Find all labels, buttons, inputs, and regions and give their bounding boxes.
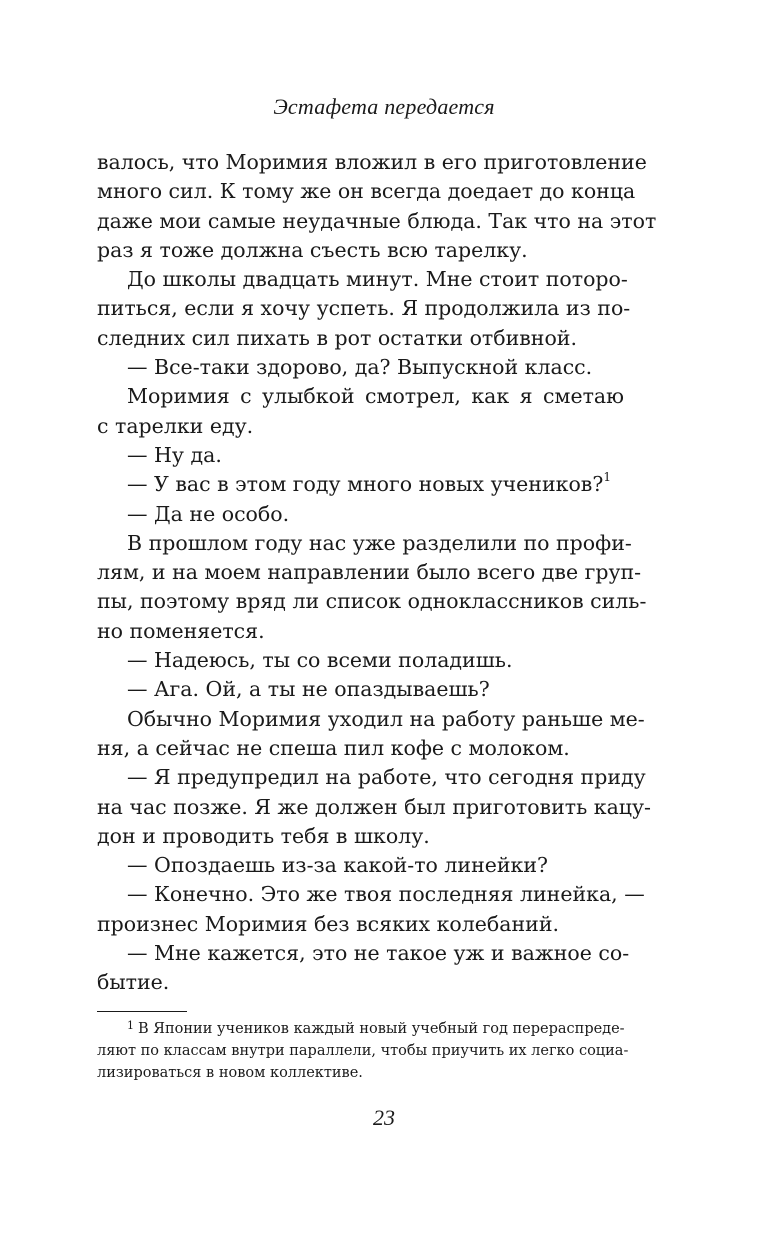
text-line-with-footnote: [97, 470, 624, 499]
footnote-divider: [97, 1011, 187, 1012]
text-line: лям, и на моем направлении было всего две груп-: [97, 560, 642, 585]
footnote-line: ляют по классам внутри параллели, чтобы приучить их легко социа-: [97, 1043, 629, 1059]
text-line: раз я тоже должна съесть всю тарелку.: [97, 237, 528, 262]
text-line: питься, если я хочу успеть. Я продолжила из по-: [97, 296, 631, 321]
text-line: ня, а сейчас не спеша пил кофе с молоком.: [97, 735, 570, 760]
text-line: дон и проводить тебя в школу.: [97, 823, 430, 848]
text-line: произнес Моримия без всяких колебаний.: [97, 911, 560, 936]
text-line: — Конечно. Это же твоя последняя линейка, —: [127, 882, 645, 907]
footnote-mark: 1: [127, 1019, 134, 1032]
text-line: пы, поэтому вряд ли список одноклассников силь-: [97, 589, 647, 614]
text-line: В прошлом году нас уже разделили по профи-: [127, 530, 632, 555]
page-number: 23: [373, 1105, 395, 1130]
footnote-line-with-mark: [97, 1018, 624, 1040]
footnote-line: лизироваться в новом коллективе.: [97, 1065, 363, 1081]
running-head: Эстафета передается: [273, 94, 495, 119]
text-line: — Опоздаешь из-за какой-то линейки?: [127, 853, 549, 878]
footnote-line: В Японии учеников каждый новый учебный год перераспреде-: [138, 1021, 625, 1037]
text-line: но поменяется.: [97, 618, 265, 643]
text-line: бытие.: [97, 970, 170, 995]
text-line: — Да не особо.: [127, 501, 290, 526]
footnote: [97, 1018, 629, 1084]
text-line: на час позже. Я же должен был приготовить кацу-: [97, 794, 651, 819]
text-line: До школы двадцать минут. Мне стоит поторо-: [127, 267, 628, 292]
text-line: — Мне кажется, это не такое уж и важное со-: [127, 941, 630, 966]
text-line: валось, что Моримия вложил в его приготовление: [97, 150, 647, 174]
body-text: [97, 148, 657, 998]
text-line: Обычно Моримия уходил на работу раньше ме-: [127, 706, 645, 731]
text-line: с тарелки еду.: [97, 413, 254, 438]
text-line: — Надеюсь, ты со всеми поладишь.: [127, 648, 513, 673]
text-line: — Все-таки здорово, да? Выпускной класс.: [127, 355, 593, 380]
text-line: следних сил пихать в рот остатки отбивной.: [97, 325, 577, 350]
text-line: — Ну да.: [127, 442, 222, 467]
footnote-reference: 1: [603, 470, 611, 485]
text-line: даже мои самые неудачные блюда. Так что на этот: [97, 208, 657, 233]
text-line: — Ага. Ой, а ты не опаздываешь?: [127, 677, 490, 702]
text-line: — У вас в этом году много новых учеников?: [127, 472, 604, 497]
text-line: — Я предупредил на работе, что сегодня приду: [127, 765, 646, 790]
text-line: Моримия с улыбкой смотрел, как я сметаю: [127, 384, 624, 409]
text-line: много сил. К тому же он всегда доедает до конца: [97, 179, 636, 204]
